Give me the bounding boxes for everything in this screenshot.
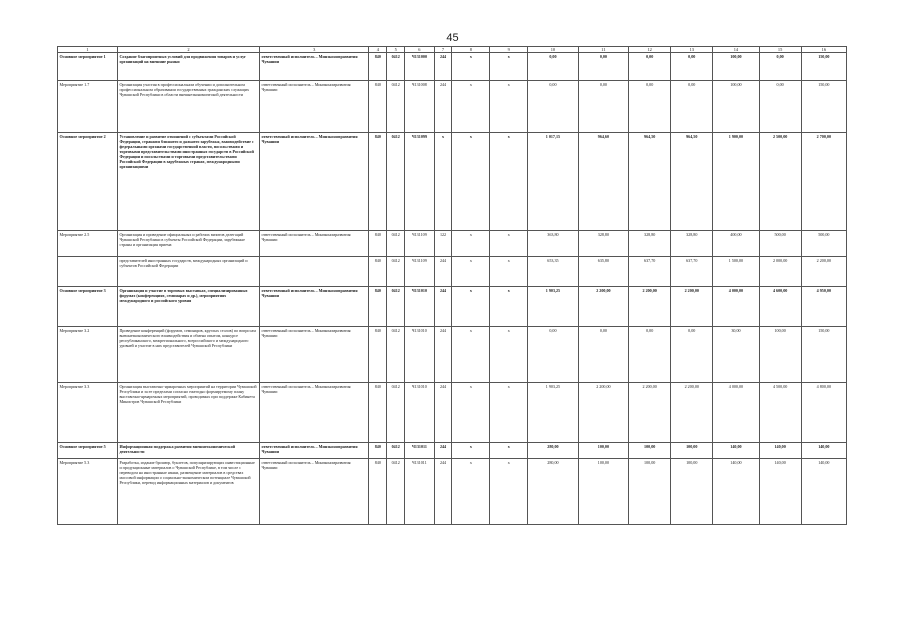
value-cell: x [452,327,490,383]
table-row [58,459,847,525]
value-cell: 1 903,25 [528,383,578,443]
measure-name-cell [58,257,118,287]
table-row [58,327,847,383]
value-cell: 653,35 [528,257,578,287]
value-cell: x [452,383,490,443]
column-number: 6 [405,47,434,53]
value-cell: 100,00 [671,443,713,459]
value-cell: x [490,257,528,287]
value-cell: 0,00 [759,53,801,81]
table-row [58,53,847,81]
value-cell: 2 700,00 [801,133,846,231]
value-cell: 244 [434,53,452,81]
value-cell: 0412 [387,81,405,133]
value-cell: Ч131008 [405,81,434,133]
column-number: 10 [528,47,578,53]
value-cell: x [490,443,528,459]
column-number: 1 [58,47,118,53]
value-cell: 150,00 [801,327,846,383]
value-cell: 140,00 [801,459,846,525]
value-cell: 637,70 [671,257,713,287]
value-cell: x [452,81,490,133]
column-number: 2 [117,47,259,53]
value-cell: 100,00 [759,327,801,383]
responsible-executor-cell: ответственный исполнитель – Минэкономразвития Чувашии [259,287,368,327]
measure-name-cell: Основное мероприятие 3 [58,287,118,327]
value-cell: x [452,231,490,257]
value-cell: 840 [369,459,387,525]
value-cell: 500,00 [759,231,801,257]
value-cell: 0,00 [528,81,578,133]
value-cell: 840 [369,53,387,81]
value-cell: 0,00 [671,81,713,133]
value-cell: 500,00 [801,231,846,257]
measure-name-cell: Основное мероприятие 1 [58,53,118,81]
column-number: 16 [801,47,846,53]
value-cell: 0,00 [578,81,628,133]
table-row [58,287,847,327]
measure-name-cell: Мероприятие 1.7 [58,81,118,133]
value-cell: 2 200,00 [671,287,713,327]
measure-description-cell: Проведение конференций (форумов, семинаров, круглых столов) по вопросам внешнеэкономического взаимодействия и обмена опытом, конкурсе республиканского, межрегионального, всероссийского и международного уровней и участие в них представителей Чувашской Республики [117,327,259,383]
measure-name-cell: Мероприятие 5.3 [58,459,118,525]
value-cell: 328,80 [671,231,713,257]
table-row [58,231,847,257]
value-cell: 637,70 [629,257,671,287]
value-cell: x [490,287,528,327]
value-cell: x [452,133,490,231]
value-cell: 244 [434,327,452,383]
value-cell: 244 [434,459,452,525]
value-cell: 0,00 [528,327,578,383]
value-cell: 635,80 [578,257,628,287]
measure-name-cell: Основное мероприятие 2 [58,133,118,231]
value-cell: x [490,53,528,81]
value-cell: 1 903,25 [528,287,578,327]
responsible-executor-cell: ответственный исполнитель – Минэкономразвития Чувашии [259,231,368,257]
column-number: 12 [629,47,671,53]
value-cell: 2 200,00 [629,383,671,443]
value-cell: x [490,81,528,133]
column-number: 14 [713,47,759,53]
value-cell: Ч131011 [405,443,434,459]
value-cell: 840 [369,81,387,133]
value-cell: x [434,133,452,231]
value-cell: 840 [369,443,387,459]
value-cell: 100,00 [713,81,759,133]
value-cell: 100,00 [629,459,671,525]
measure-description-cell: Установление и развитие отношений с субъектами Российской Федерации, странами ближнего и дальнего зарубежья, взаимодействие с федеральными органами государственной власти, посольствами и торговыми представительствами иностранных государств в Российской Федерации и посольствами и торговыми представительствами Российской Федерации в зарубежных странах, международными организациями [117,133,259,231]
column-number: 3 [259,47,368,53]
responsible-executor-cell: ответственный исполнитель – Минэкономразвития Чувашии [259,443,368,459]
value-cell: x [490,133,528,231]
value-cell: Ч131011 [405,459,434,525]
value-cell: 30,00 [713,327,759,383]
column-number: 5 [387,47,405,53]
value-cell: x [452,53,490,81]
measure-name-cell: Мероприятие 3.2 [58,327,118,383]
value-cell: 0412 [387,443,405,459]
value-cell: 0412 [387,231,405,257]
value-cell: Ч131010 [405,383,434,443]
value-cell: 0412 [387,459,405,525]
value-cell: 100,00 [578,443,628,459]
value-cell: 840 [369,257,387,287]
value-cell: 100,00 [671,459,713,525]
value-cell: x [490,459,528,525]
value-cell: 244 [434,443,452,459]
value-cell: 0,00 [528,53,578,81]
value-cell: 140,00 [713,443,759,459]
responsible-executor-cell: ответственный исполнитель – Минэкономразвития Чувашии [259,133,368,231]
responsible-executor-cell [259,257,368,287]
value-cell: 244 [434,383,452,443]
value-cell: 840 [369,383,387,443]
value-cell: 363,80 [528,231,578,257]
measure-description-cell: Создание благоприятных условий для продвижения товаров и услуг организаций на внешние рынки [117,53,259,81]
value-cell: x [490,327,528,383]
value-cell: 4 950,00 [801,287,846,327]
value-cell: 840 [369,231,387,257]
column-number: 15 [759,47,801,53]
value-cell: 4 000,00 [713,287,759,327]
column-number: 4 [369,47,387,53]
value-cell: Ч131000 [405,53,434,81]
value-cell: 244 [434,287,452,327]
value-cell: 0,00 [629,327,671,383]
value-cell: 280,00 [528,459,578,525]
measure-description-cell: Организация и проведение официальных и рабочих визитов делегаций Чувашской Республики в субъекты Российской Федерации, зарубежные страны и организация приема [117,231,259,257]
value-cell: 840 [369,133,387,231]
responsible-executor-cell: ответственный исполнитель – Минэкономразвития Чувашии [259,459,368,525]
value-cell: Ч131010 [405,327,434,383]
value-cell: 0412 [387,133,405,231]
column-number: 13 [671,47,713,53]
value-cell: 964,60 [578,133,628,231]
value-cell: 1 500,00 [713,257,759,287]
measure-description-cell: Разработка, издание брошюр, буклетов, популяризирующих инвестиционные и продукционные материалов о Чувашской Республике, в том числе с переводом на иностранные языки, размещение материалов в средствах массовой информации о социально-экономическом потенциале Чувашской Республики, перевод информационных материалов и документов [117,459,259,525]
value-cell: 100,00 [578,459,628,525]
value-cell: 1 017,15 [528,133,578,231]
value-cell: x [452,287,490,327]
value-cell: 0412 [387,53,405,81]
column-number: 9 [490,47,528,53]
value-cell: 140,00 [759,443,801,459]
value-cell: 0,00 [629,81,671,133]
value-cell: Ч131109 [405,231,434,257]
value-cell: 400,00 [713,231,759,257]
table-row [58,383,847,443]
measure-description-cell: представителей иностранных государств, международных организаций и субъектов Российской Федерации [117,257,259,287]
value-cell: 0412 [387,383,405,443]
value-cell: 0,00 [578,53,628,81]
value-cell: x [452,459,490,525]
value-cell: 2 200,00 [671,383,713,443]
value-cell: 0,00 [578,327,628,383]
value-cell: 1 900,00 [713,133,759,231]
measure-description-cell: Организация и участие в торговых выставках, специализированных форумах (конференциях, семинарах и др.), мероприятиях международного и российского уровня [117,287,259,327]
measure-name-cell: Мероприятие 2.5 [58,231,118,257]
value-cell: 150,00 [801,53,846,81]
value-cell: 2 000,00 [759,257,801,287]
value-cell: 0,00 [671,327,713,383]
value-cell: 328,80 [578,231,628,257]
column-number: 11 [578,47,628,53]
measure-description-cell: Организация выставочно-ярмарочных мероприятий на территории Чувашской Республики и за ее пределами согласно ежегодно формируемому плану выставочно-ярмарочных мероприятий, проводимых при поддержке Кабинета Министров Чувашской Республики [117,383,259,443]
responsible-executor-cell: ответственный исполнитель – Минэкономразвития Чувашии [259,383,368,443]
value-cell: 964,50 [629,133,671,231]
value-cell: 4 800,00 [801,383,846,443]
value-cell: 4 500,00 [759,383,801,443]
value-cell: x [452,443,490,459]
table-row [58,443,847,459]
measure-description-cell: Информационная поддержка развития внешнеэкономической деятельности [117,443,259,459]
value-cell: x [452,257,490,287]
value-cell: 140,00 [801,443,846,459]
value-cell: Ч131109 [405,257,434,287]
value-cell: 244 [434,81,452,133]
value-cell: 100,00 [629,443,671,459]
value-cell: 0,00 [759,81,801,133]
value-cell: 140,00 [759,459,801,525]
value-cell: 244 [434,257,452,287]
column-number: 7 [434,47,452,53]
value-cell: 0412 [387,327,405,383]
value-cell: 964,50 [671,133,713,231]
value-cell: 2 200,00 [578,383,628,443]
value-cell: 4 000,00 [713,383,759,443]
table-row [58,81,847,133]
value-cell: 2 200,00 [801,257,846,287]
responsible-executor-cell: ответственный исполнитель – Минэкономразвития Чувашии [259,327,368,383]
value-cell: 150,00 [801,81,846,133]
value-cell: Ч131099 [405,133,434,231]
column-number: 8 [452,47,490,53]
value-cell: 328,80 [629,231,671,257]
value-cell: 840 [369,327,387,383]
value-cell: Ч131010 [405,287,434,327]
responsible-executor-cell: ответственный исполнитель – Минэкономразвития Чувашии [259,81,368,133]
measure-name-cell: Мероприятие 3.3 [58,383,118,443]
value-cell: 0,00 [671,53,713,81]
table-row [58,133,847,231]
value-cell: 140,00 [713,459,759,525]
measure-description-cell: Организация участия в профессиональном обучении и дополнительном профессиональном образовании государственных гражданских служащих Чувашской Республики в области внешнеэкономической деятельности [117,81,259,133]
measure-name-cell: Основное мероприятие 5 [58,443,118,459]
value-cell: x [490,383,528,443]
value-cell: 4 600,00 [759,287,801,327]
value-cell: 0412 [387,257,405,287]
page-number: 45 [446,32,459,44]
value-cell: 0,00 [629,53,671,81]
table-row [58,257,847,287]
value-cell: 100,00 [713,53,759,81]
value-cell: 840 [369,287,387,327]
value-cell: x [490,231,528,257]
value-cell: 280,00 [528,443,578,459]
program-budget-table [57,46,847,525]
value-cell: 2 200,00 [578,287,628,327]
value-cell: 122 [434,231,452,257]
value-cell: 2 200,00 [629,287,671,327]
value-cell: 2 500,00 [759,133,801,231]
value-cell: 0412 [387,287,405,327]
responsible-executor-cell: ответственный исполнитель – Минэкономразвития Чувашии [259,53,368,81]
